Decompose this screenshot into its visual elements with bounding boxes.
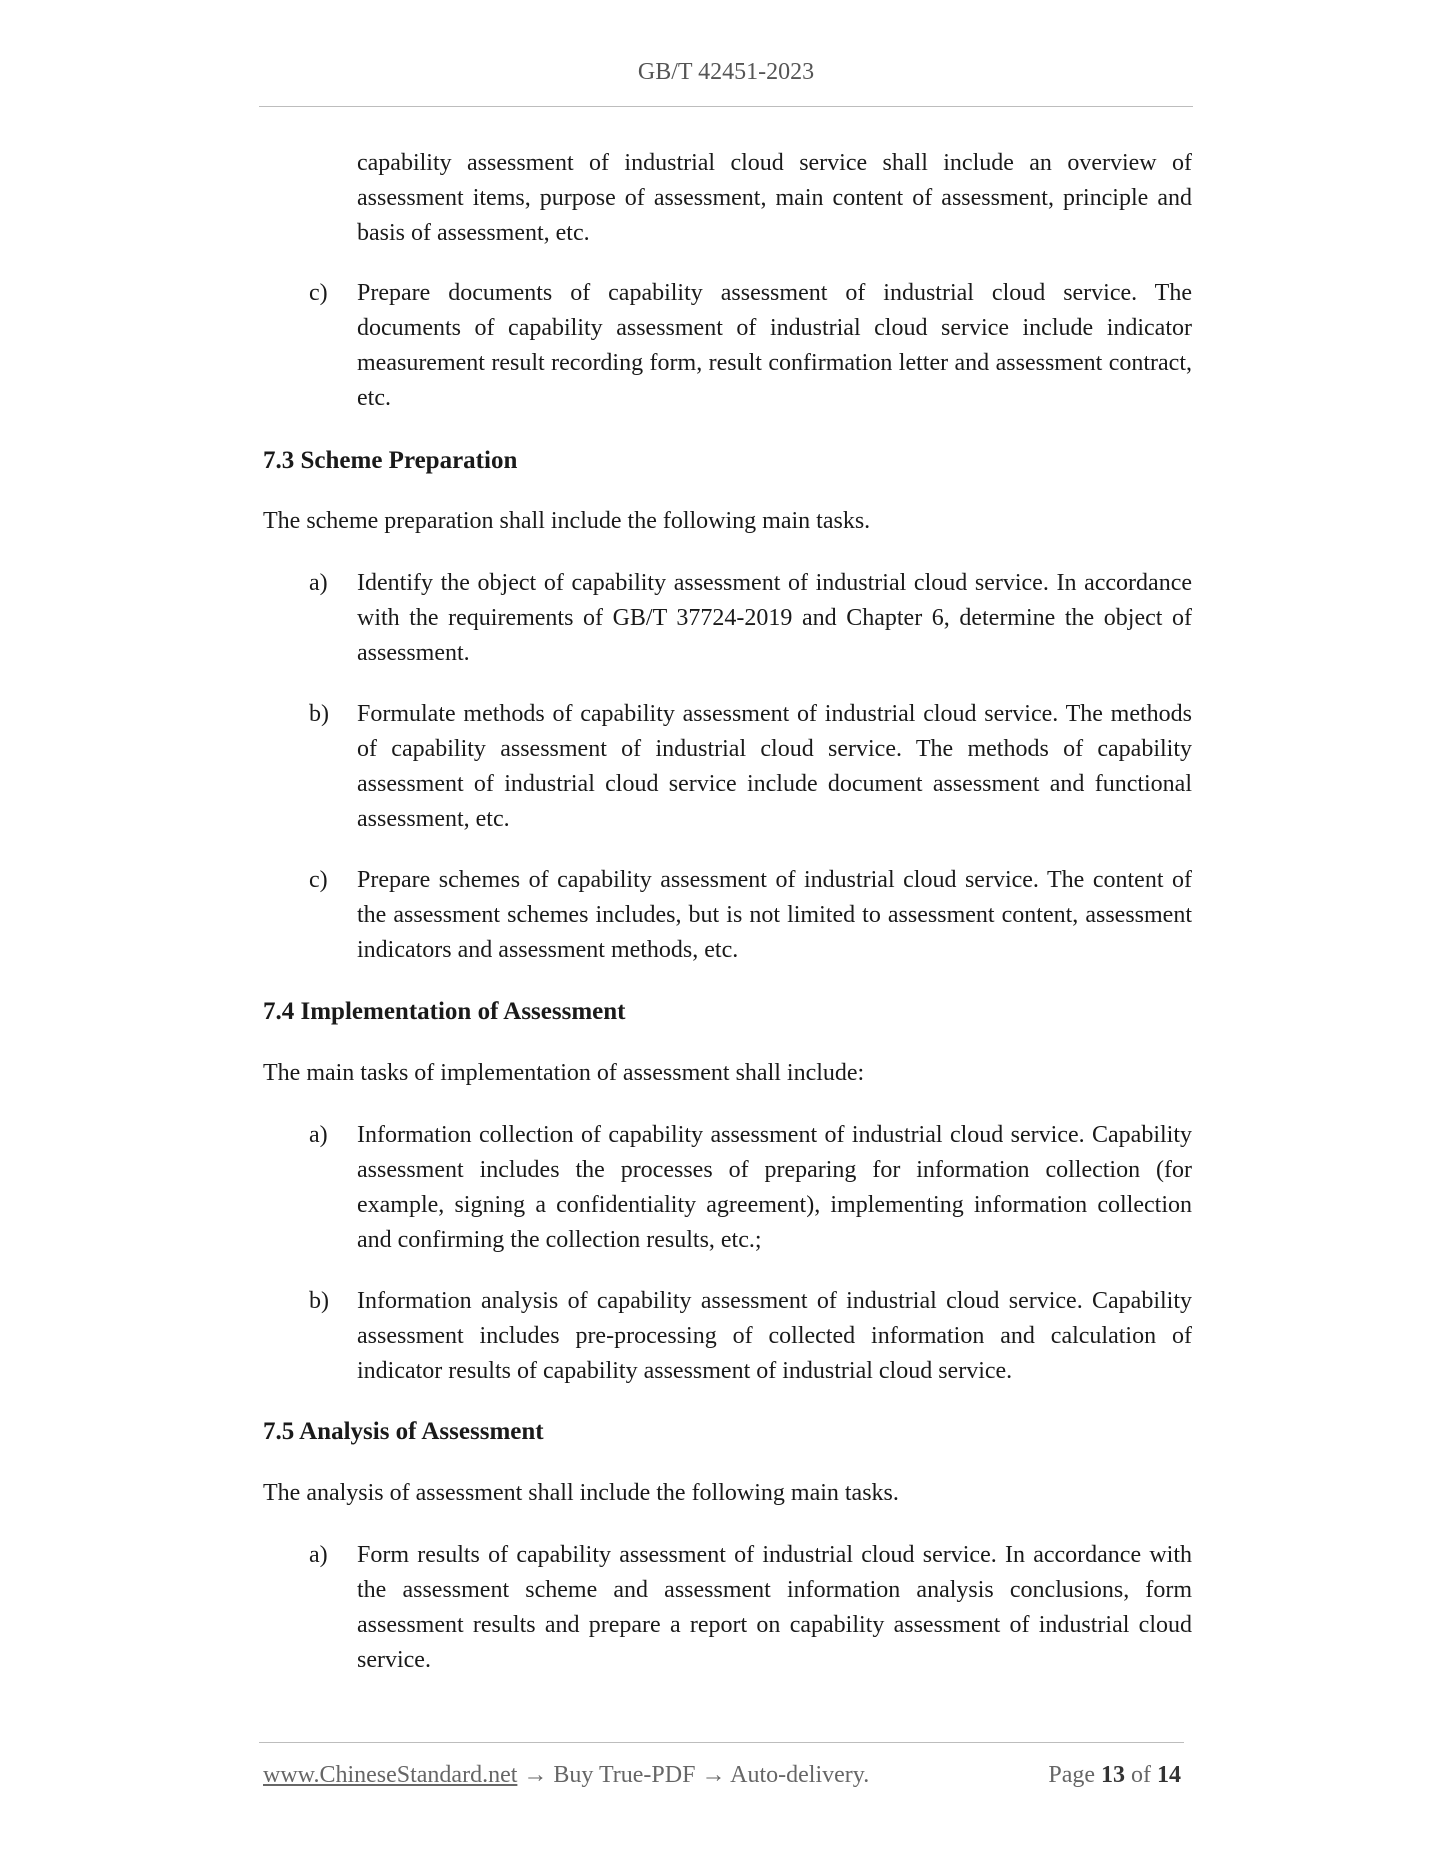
list-item-text: Prepare documents of capability assessment of industrial cloud service. The documents of capability assessment of industrial cloud service include indicator measurement result recording form, result confirmation letter and assessment contract, etc. bbox=[357, 280, 1192, 411]
section-intro-7-4: The main tasks of implementation of assessment shall include: bbox=[263, 1060, 865, 1086]
list-item-label: b) bbox=[309, 701, 329, 727]
list-item-text: Prepare schemes of capability assessment of industrial cloud service. The content of the assessment schemes includes, but is not limited to assessment content, assessment indicators and assessment methods, etc. bbox=[357, 867, 1192, 963]
page-total: 14 bbox=[1157, 1762, 1181, 1788]
list-item-label: a) bbox=[309, 570, 328, 596]
header-title: GB/T 42451-2023 bbox=[637, 59, 815, 85]
list-item-text: Formulate methods of capability assessment of industrial cloud service. The methods of capability assessment of industrial cloud service. The methods of capability assessment of industrial cloud service include document assessment and functional assessment, etc. bbox=[357, 701, 1192, 832]
list-item-text: Form results of capability assessment of industrial cloud service. In accordance with the assessment scheme and assessment information analysis conclusions, form assessment results and prepare a report on capability assessment of industrial cloud service. bbox=[357, 1542, 1192, 1673]
arrow-right-icon: → bbox=[523, 1762, 548, 1788]
list-item-label: c) bbox=[309, 280, 328, 306]
footer-links bbox=[263, 1760, 869, 1790]
section-heading-7-5: 7.5 Analysis of Assessment bbox=[263, 1418, 544, 1445]
auto-delivery-text: Auto-delivery. bbox=[730, 1762, 870, 1788]
website-link[interactable]: www.ChineseStandard.net bbox=[263, 1762, 518, 1788]
section-intro-7-3: The scheme preparation shall include the following main tasks. bbox=[263, 508, 871, 534]
list-item-text: Information collection of capability assessment of industrial cloud service. Capability assessment includes the processes of preparing for information collection (for example, signing a confidentiality agreement), implementing information collection and confirming the collection results, etc.; bbox=[357, 1122, 1192, 1253]
header-divider bbox=[259, 106, 1193, 107]
continuation-paragraph: capability assessment of industrial cloud service shall include an overview of assessment items, purpose of assessment, main content of assessment, principle and basis of assessment, etc. bbox=[357, 150, 1192, 246]
arrow-right-icon: → bbox=[701, 1762, 726, 1788]
page-indicator bbox=[1048, 1760, 1181, 1790]
list-item-text: Information analysis of capability assessment of industrial cloud service. Capability assessment includes pre-processing of collected information and calculation of indicator results of capability assessment of industrial cloud service. bbox=[357, 1288, 1192, 1384]
list-item-label: a) bbox=[309, 1122, 328, 1148]
list-item-label: c) bbox=[309, 867, 328, 893]
page-label: Page bbox=[1048, 1762, 1095, 1788]
buy-pdf-text: Buy True-PDF bbox=[553, 1762, 696, 1788]
page-current: 13 bbox=[1101, 1762, 1125, 1788]
footer-divider bbox=[259, 1742, 1184, 1743]
of-label: of bbox=[1131, 1762, 1151, 1788]
list-item-label: a) bbox=[309, 1542, 328, 1568]
list-item-label: b) bbox=[309, 1288, 329, 1314]
list-item-text: Identify the object of capability assessment of industrial cloud service. In accordance with the requirements of GB/T 37724-2019 and Chapter 6, determine the object of assessment. bbox=[357, 570, 1192, 666]
section-heading-7-3: 7.3 Scheme Preparation bbox=[263, 447, 518, 474]
section-heading-7-4: 7.4 Implementation of Assessment bbox=[263, 998, 626, 1025]
section-intro-7-5: The analysis of assessment shall include the following main tasks. bbox=[263, 1480, 899, 1506]
